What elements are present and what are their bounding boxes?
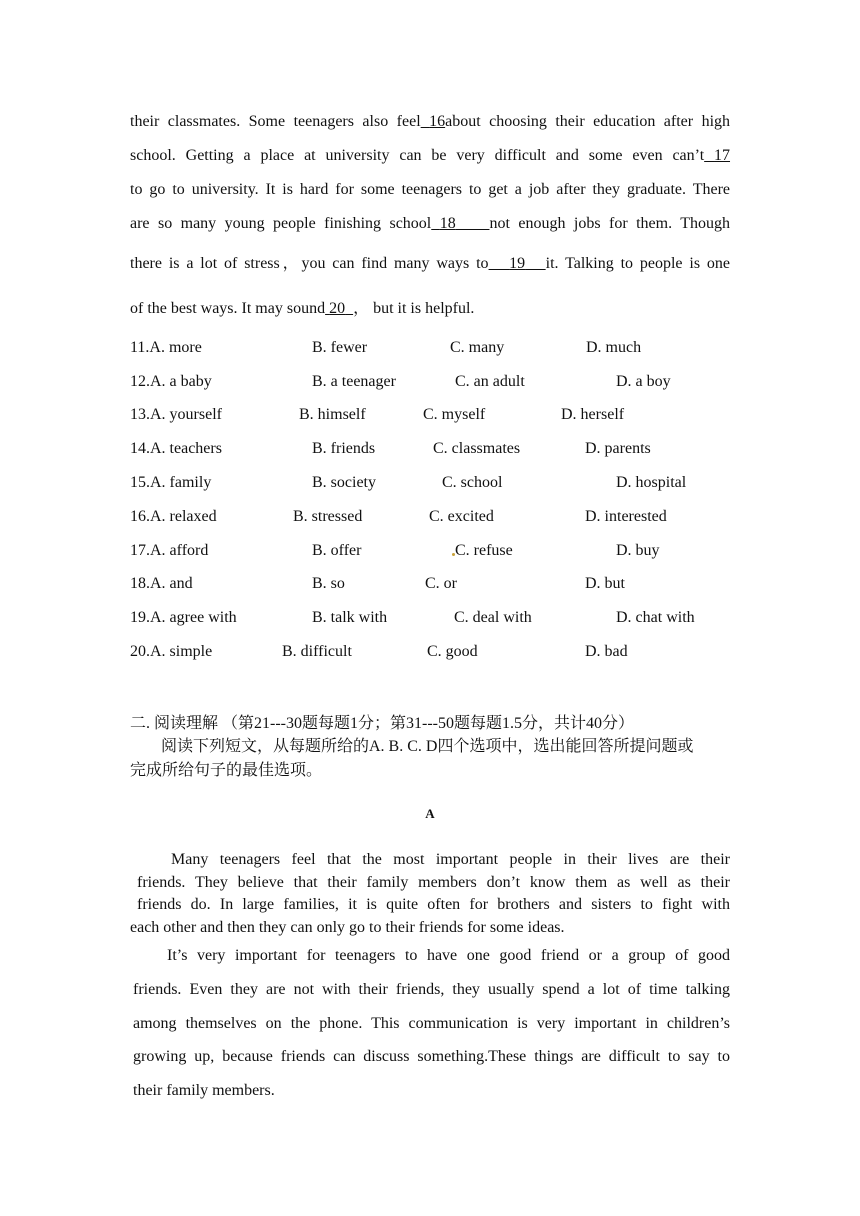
blank-18: 18 — [439, 215, 456, 232]
option-d: D. interested — [585, 508, 667, 525]
option-b: B. so — [312, 575, 345, 592]
text: not enough jobs for them. Though — [489, 215, 731, 232]
option-c: C. an adult — [455, 373, 525, 390]
option-d: D. parents — [585, 440, 651, 457]
text: there is a lot of stress，you can find many ways to — [130, 255, 489, 272]
text: school. Getting a place at university can be very difficult and some even can’t — [130, 147, 705, 164]
article-a-p2-line-4: growing up, because friends can discuss something.These things are difficult to say to — [133, 1048, 730, 1065]
option-d: D. buy — [616, 542, 660, 559]
option-a: 14.A. teachers — [130, 440, 222, 457]
option-b: B. himself — [299, 406, 366, 423]
article-a-p1-line-1: Many teenagers feel that the most important people in their lives are their — [171, 851, 730, 868]
option-a: 18.A. and — [130, 575, 193, 592]
section-instructions-line-2: 完成所给句子的最佳选项。 — [130, 762, 323, 779]
blank-16: 16 — [429, 113, 446, 130]
article-a-p1-line-3: friends do. In large families, it is quite often for brothers and sisters to fight with — [137, 896, 730, 913]
article-label: A — [425, 806, 435, 821]
option-a: 12.A. a baby — [130, 373, 212, 390]
option-c: C. excited — [429, 508, 494, 525]
article-a-p1-line-4: each other and then they can only go to their friends for some ideas. — [130, 919, 565, 936]
passage-line-3: to go to university. It is hard for some teenagers to get a job after they graduate. There — [130, 181, 730, 198]
option-d: D. herself — [561, 406, 625, 423]
blank-20: 20 — [329, 300, 346, 317]
passage-line-2 — [130, 146, 730, 166]
option-c: C. school — [442, 474, 503, 491]
passage-line-4 — [130, 214, 730, 234]
text: ， but it is helpful. — [353, 300, 475, 317]
option-b: B. difficult — [282, 643, 352, 660]
text: are so many young people finishing school — [130, 215, 432, 232]
option-b: B. a teenager — [312, 373, 396, 390]
option-a: 20.A. simple — [130, 643, 213, 660]
passage-line-6 — [130, 299, 730, 319]
option-c: C. or — [425, 575, 457, 592]
text: their classmates. Some teenagers also feel — [130, 113, 421, 130]
option-d: D. a boy — [616, 373, 671, 390]
option-c: C. many — [450, 339, 505, 356]
option-d: D. much — [586, 339, 642, 356]
section-heading: 二. 阅读理解 （第21---30题每题1分；第31---50题每题1.5分，共计40分） — [130, 715, 634, 732]
option-d: D. hospital — [616, 474, 687, 491]
text: it. Talking to people is one — [545, 255, 730, 272]
option-c: C. classmates — [433, 440, 521, 457]
section-instructions-line-1: 阅读下列短文，从每题所给的A. B. C. D四个选项中，选出能回答所提问题或 — [161, 738, 694, 755]
option-a: 13.A. yourself — [130, 406, 222, 423]
passage-line-1 — [130, 112, 730, 132]
article-a-p2-line-2: friends. Even they are not with their friends, they usually spend a lot of time talking — [133, 981, 730, 998]
text: of the best ways. It may sound — [130, 300, 326, 317]
option-b: B. stressed — [293, 508, 363, 525]
option-c: C. myself — [423, 406, 486, 423]
passage-line-5 — [130, 254, 730, 274]
option-a: 15.A. family — [130, 474, 212, 491]
option-a: 11.A. more — [130, 339, 202, 356]
option-b: B. society — [312, 474, 376, 491]
option-c: C. refuse — [455, 542, 513, 559]
option-b: B. friends — [312, 440, 376, 457]
option-d: D. chat with — [616, 609, 695, 626]
article-a-p1-line-2: friends. They believe that their family members don’t know them as well as their — [137, 874, 730, 891]
option-b: B. offer — [312, 542, 362, 559]
article-a-p2-line-3: among themselves on the phone. This communication is very important in children’s — [133, 1015, 730, 1032]
option-c: C. deal with — [454, 609, 532, 626]
option-b: B. talk with — [312, 609, 388, 626]
option-d: D. bad — [585, 643, 628, 660]
blank-19: 19 — [509, 255, 526, 272]
option-c: C. good — [427, 643, 478, 660]
option-d: D. but — [585, 575, 625, 592]
text: about choosing their education after high — [445, 113, 731, 130]
option-b: B. fewer — [312, 339, 368, 356]
option-a: 16.A. relaxed — [130, 508, 217, 525]
blank-17: 17 — [714, 147, 731, 164]
option-a: 19.A. agree with — [130, 609, 237, 626]
article-a-p2-line-5: their family members. — [133, 1082, 275, 1099]
option-a: 17.A. afford — [130, 542, 209, 559]
article-a-p2-line-1: It’s very important for teenagers to have one good friend or a group of good — [167, 947, 730, 964]
